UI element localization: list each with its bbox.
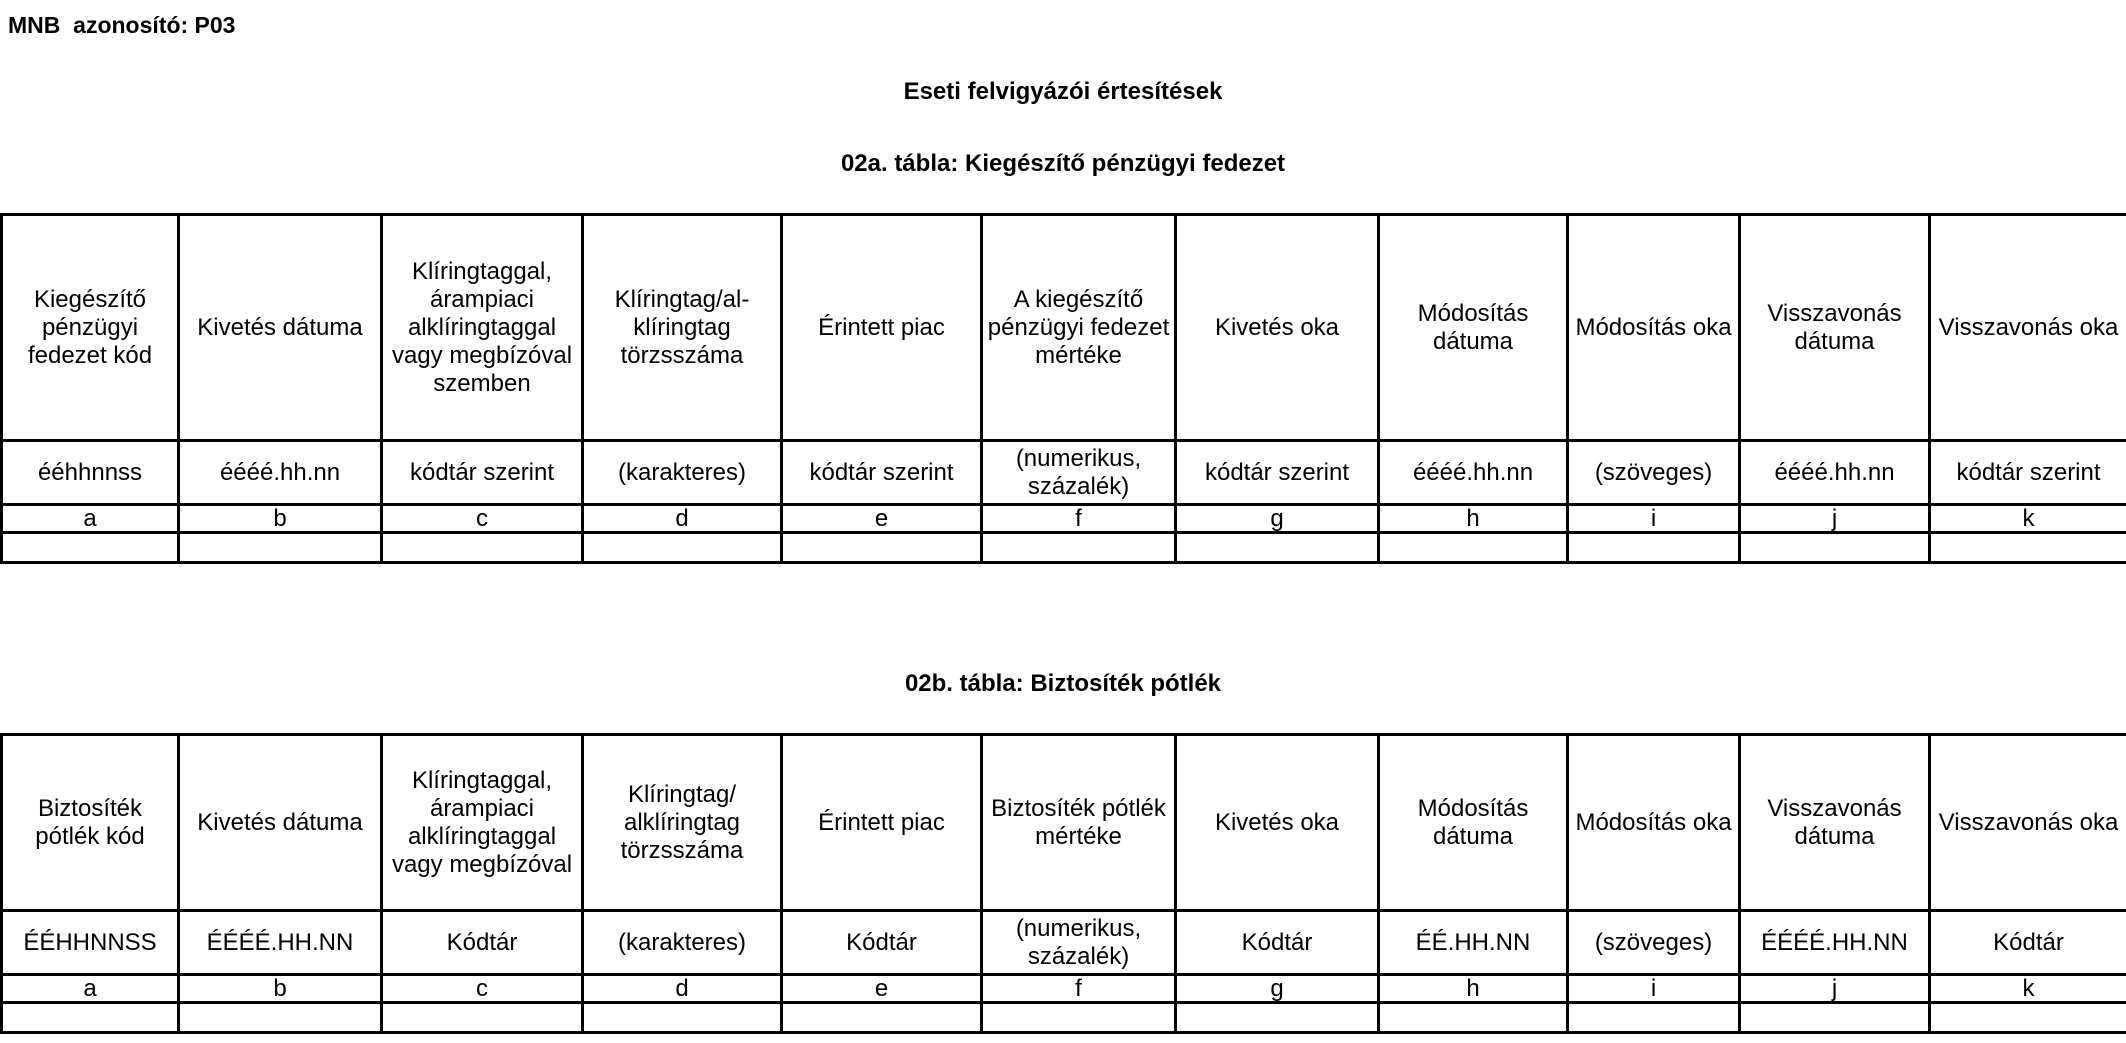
column-letter: f xyxy=(982,505,1176,533)
header-cell: Kiegészítő pénzügyi fedezet kód xyxy=(2,215,179,441)
column-letter: g xyxy=(1176,975,1379,1003)
header-cell: Visszavonás dátuma xyxy=(1740,215,1930,441)
data-cell[interactable] xyxy=(382,533,583,563)
data-cell[interactable] xyxy=(179,1003,382,1033)
table-a-format-row xyxy=(2,441,2126,505)
header-cell: A kiegészítő pénzügyi fedezet mértéke xyxy=(982,215,1176,441)
header-cell: Módosítás dátuma xyxy=(1379,215,1568,441)
table-a-header-row xyxy=(2,215,2126,441)
data-cell[interactable] xyxy=(1930,533,2126,563)
header-cell: Kivetés oka xyxy=(1176,215,1379,441)
table-a-title: 02a. tábla: Kiegészítő pénzügyi fedezet xyxy=(840,150,1286,177)
table-a-data-row xyxy=(2,533,2126,563)
header-cell: Kivetés dátuma xyxy=(179,735,382,911)
format-cell: éééé.hh.nn xyxy=(179,441,382,505)
column-letter: a xyxy=(2,975,179,1003)
column-letter: f xyxy=(982,975,1176,1003)
format-cell: Kódtár xyxy=(382,911,583,975)
data-cell[interactable] xyxy=(583,533,782,563)
table-b xyxy=(0,733,2126,1034)
format-cell: Kódtár xyxy=(1176,911,1379,975)
column-letter: g xyxy=(1176,505,1379,533)
column-letter: a xyxy=(2,505,179,533)
data-cell[interactable] xyxy=(782,1003,982,1033)
column-letter: d xyxy=(583,505,782,533)
table-b-letter-row xyxy=(2,975,2126,1003)
data-cell[interactable] xyxy=(179,533,382,563)
header-cell: Érintett piac xyxy=(782,215,982,441)
header-cell: Módosítás oka xyxy=(1568,735,1740,911)
data-cell[interactable] xyxy=(382,1003,583,1033)
header-cell: Visszavonás oka xyxy=(1930,735,2126,911)
data-cell[interactable] xyxy=(1379,533,1568,563)
data-cell[interactable] xyxy=(982,1003,1176,1033)
header-cell: Biztosíték pótlék mértéke xyxy=(982,735,1176,911)
format-cell: kódtár szerint xyxy=(1176,441,1379,505)
table-b-format-row xyxy=(2,911,2126,975)
header-cell: Érintett piac xyxy=(782,735,982,911)
header-cell: Kivetés dátuma xyxy=(179,215,382,441)
table-b-data-row xyxy=(2,1003,2126,1033)
data-cell[interactable] xyxy=(1740,1003,1930,1033)
header-cell: Visszavonás oka xyxy=(1930,215,2126,441)
column-letter: i xyxy=(1568,505,1740,533)
header-cell: Módosítás oka xyxy=(1568,215,1740,441)
column-letter: h xyxy=(1379,505,1568,533)
column-letter: b xyxy=(179,505,382,533)
table-b-title: 02b. tábla: Biztosíték pótlék xyxy=(904,670,1222,697)
format-cell: (karakteres) xyxy=(583,441,782,505)
column-letter: i xyxy=(1568,975,1740,1003)
format-cell: (numerikus, százalék) xyxy=(982,911,1176,975)
format-cell: ééhhnnss xyxy=(2,441,179,505)
data-cell[interactable] xyxy=(1930,1003,2126,1033)
format-cell: (numerikus, százalék) xyxy=(982,441,1176,505)
column-letter: h xyxy=(1379,975,1568,1003)
header-cell: Visszavonás dátuma xyxy=(1740,735,1930,911)
format-cell: kódtár szerint xyxy=(382,441,583,505)
data-cell[interactable] xyxy=(982,533,1176,563)
data-cell[interactable] xyxy=(1568,533,1740,563)
column-letter: c xyxy=(382,975,583,1003)
format-cell: ÉÉÉÉ.HH.NN xyxy=(1740,911,1930,975)
table-b-header-row xyxy=(2,735,2126,911)
data-cell[interactable] xyxy=(1176,1003,1379,1033)
mnb-identifier: MNB azonosító: P03 xyxy=(8,12,236,38)
column-letter: b xyxy=(179,975,382,1003)
header-cell: Kivetés oka xyxy=(1176,735,1379,911)
format-cell: éééé.hh.nn xyxy=(1740,441,1930,505)
format-cell: Kódtár xyxy=(782,911,982,975)
data-cell[interactable] xyxy=(583,1003,782,1033)
format-cell: kódtár szerint xyxy=(1930,441,2126,505)
data-cell[interactable] xyxy=(1176,533,1379,563)
format-cell: (szöveges) xyxy=(1568,441,1740,505)
column-letter: e xyxy=(782,975,982,1003)
data-cell[interactable] xyxy=(782,533,982,563)
column-letter: e xyxy=(782,505,982,533)
format-cell: (szöveges) xyxy=(1568,911,1740,975)
format-cell: kódtár szerint xyxy=(782,441,982,505)
format-cell: ÉÉHHNNSS xyxy=(2,911,179,975)
column-letter: c xyxy=(382,505,583,533)
header-cell: Klíringtaggal, árampiaci alklíringtaggal vagy megbízóval xyxy=(382,735,583,911)
column-letter: j xyxy=(1740,505,1930,533)
data-cell[interactable] xyxy=(1740,533,1930,563)
format-cell: éééé.hh.nn xyxy=(1379,441,1568,505)
table-a xyxy=(0,213,2126,564)
column-letter: j xyxy=(1740,975,1930,1003)
header-cell: Módosítás dátuma xyxy=(1379,735,1568,911)
header-cell: Biztosíték pótlék kód xyxy=(2,735,179,911)
column-letter: k xyxy=(1930,975,2126,1003)
format-cell: ÉÉÉÉ.HH.NN xyxy=(179,911,382,975)
data-cell[interactable] xyxy=(1379,1003,1568,1033)
column-letter: k xyxy=(1930,505,2126,533)
document-title: Eseti felvigyázói értesítések xyxy=(903,78,1223,105)
format-cell: Kódtár xyxy=(1930,911,2126,975)
header-cell: Klíringtag/al-klíringtag törzsszáma xyxy=(583,215,782,441)
header-cell: Klíringtag/ alklíringtag törzsszáma xyxy=(583,735,782,911)
format-cell: ÉÉ.HH.NN xyxy=(1379,911,1568,975)
format-cell: (karakteres) xyxy=(583,911,782,975)
data-cell[interactable] xyxy=(2,533,179,563)
data-cell[interactable] xyxy=(1568,1003,1740,1033)
column-letter: d xyxy=(583,975,782,1003)
data-cell[interactable] xyxy=(2,1003,179,1033)
header-cell: Klíringtaggal, árampiaci alklíringtaggal vagy megbízóval szemben xyxy=(382,215,583,441)
table-a-letter-row xyxy=(2,505,2126,533)
